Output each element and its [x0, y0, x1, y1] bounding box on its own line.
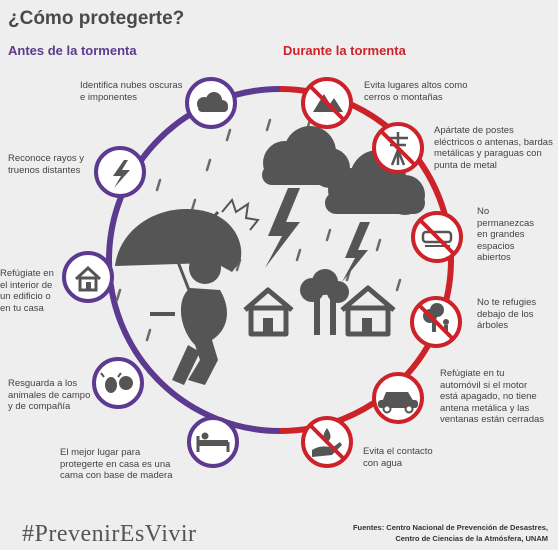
- during-item-5-text: Refúgiate en tu automóvil si el motor está apagado, no tiene antena metálica y las ventanas están cerradas: [440, 368, 545, 425]
- before-item-3-text: Refúgiate en el interior de un edificio o en tu casa: [0, 268, 54, 314]
- before-item-1-text: Identifica nubes oscuras e imponentes: [80, 80, 183, 103]
- during-heading: Durante la tormenta: [283, 43, 406, 58]
- during-item-6-text: Evita el contacto con agua: [363, 446, 433, 469]
- during-item-1-text: Evita lugares altos como cerros o montañas: [364, 80, 468, 103]
- sources-line-1: Fuentes: Centro Nacional de Prevención de Desastres,: [352, 523, 548, 532]
- during-item-4-text: No te refugies debajo de los árboles: [477, 297, 537, 331]
- before-heading: Antes de la tormenta: [8, 43, 137, 58]
- lightning-bolt: [265, 188, 300, 268]
- during-item-3-text: No permanezcas en grandes espacios abiertos: [477, 206, 535, 263]
- before-item-5-text: El mejor lugar para protegerte en casa es una cama con base de madera: [60, 447, 173, 481]
- during-item-2-text: Apártate de postes eléctricos o antenas, bardas metálicas y paraguas con punta de metal: [434, 125, 553, 171]
- sources-line-2: Centro de Ciencias de la Atmósfera, UNAM: [395, 534, 548, 543]
- before-item-2-text: Reconoce rayos y truenos distantes: [8, 153, 85, 176]
- before-item-4-text: Resguarda a los animales de campo y de compañía: [8, 378, 91, 412]
- trees: [300, 269, 349, 335]
- lightning-bolt-small: [342, 222, 370, 282]
- page-title: ¿Cómo protegerte?: [8, 8, 185, 29]
- person-with-umbrella: [115, 209, 241, 385]
- sources: [346, 522, 548, 544]
- hashtag: #PrevenirEsVivir: [22, 521, 197, 547]
